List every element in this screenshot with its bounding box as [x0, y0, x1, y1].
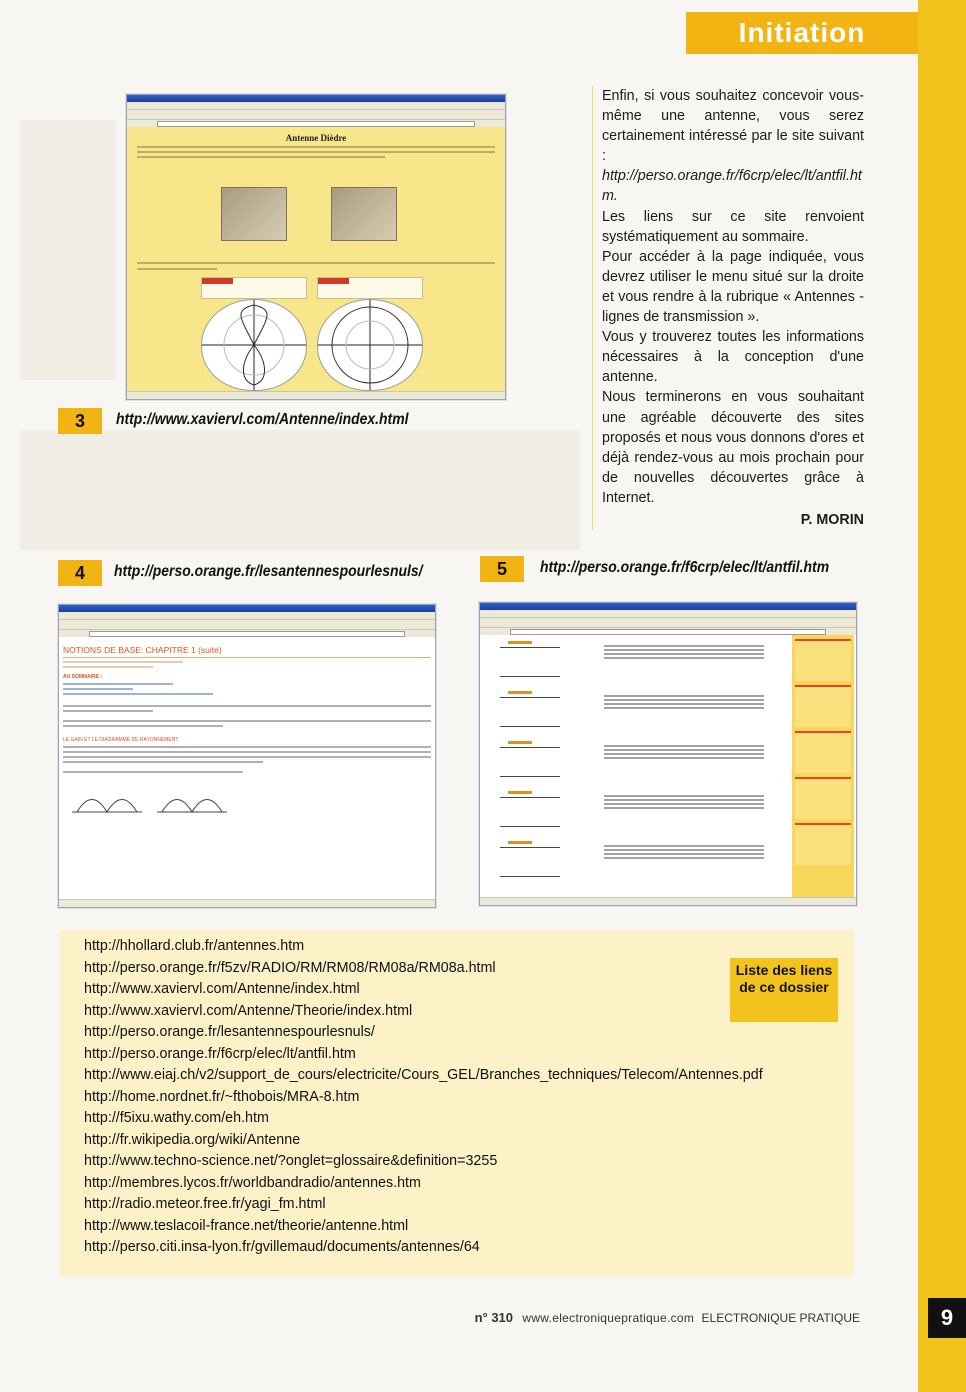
link-item: http://f5ixu.wathy.com/eh.htm [84, 1110, 269, 1126]
browser-page [59, 637, 435, 899]
link-item: http://radio.meteor.free.fr/yagi_fm.html [84, 1196, 326, 1212]
browser-status-bar [480, 897, 856, 905]
link-item: http://www.eiaj.ch/v2/support_de_cours/electricite/Cours_GEL/Branches_techniques/Telecom/Antennes.pdf [84, 1067, 763, 1083]
bleed-through [20, 120, 116, 380]
magazine-name: ELECTRONIQUE PRATIQUE [701, 1311, 860, 1325]
browser-status-bar [59, 899, 435, 907]
figure-url: http://perso.orange.fr/lesantennespourlesnuls/ [114, 563, 423, 580]
browser-menubar [480, 610, 856, 618]
screenshot-side-menu [792, 635, 854, 897]
footer-website: www.electroniquepratique.com [522, 1311, 695, 1325]
browser-menubar [127, 102, 505, 110]
section-banner: Initiation [686, 12, 918, 54]
article-paragraph: Les liens sur ce site renvoient systématiquement au sommaire. [602, 208, 864, 245]
article-column [592, 86, 864, 530]
page-footer [420, 1310, 860, 1325]
link-item: http://fr.wikipedia.org/wiki/Antenne [84, 1131, 301, 1148]
link-item: http://www.xaviervl.com/Antenne/index.html [84, 981, 360, 997]
screenshot-figure-4 [58, 604, 436, 908]
article-paragraph: Nous terminerons en vous souhaitant une agréable découverte des sites proposés et nous vous donnons d'ores et déjà rendez-vous au mois prochain pour de nouvelles découvertes grâce à Internet. [602, 389, 864, 506]
screenshot-content [480, 635, 790, 897]
browser-page [127, 127, 505, 391]
browser-page [480, 635, 856, 897]
polar-chart-header [317, 277, 423, 299]
figure-number: 5 [480, 556, 524, 582]
link-item: http://perso.orange.fr/f5zv/RADIO/RM/RM08/RM08a/RM08a.html [84, 959, 496, 976]
article-link: http://perso.orange.fr/f6crp/elec/lt/antfil.htm. [602, 168, 862, 205]
polar-chart-header [201, 277, 307, 299]
screenshot-summary-label: AU SOMMAIRE : [63, 674, 103, 680]
antenna-photo [221, 187, 287, 241]
links-box-label: Liste des liens de ce dossier [730, 958, 838, 1022]
browser-status-bar [127, 391, 505, 399]
links-list [84, 936, 763, 1259]
figure-number: 3 [58, 408, 102, 434]
figure-5-caption [480, 556, 860, 582]
radiation-pattern-lines [318, 300, 422, 390]
antenna-schematic-row [486, 691, 776, 731]
link-item: http://hhollard.club.fr/antennes.htm [84, 938, 305, 954]
browser-titlebar [480, 603, 856, 610]
browser-toolbar [59, 620, 435, 630]
link-item: http://www.xaviervl.com/Antenne/Theorie/index.html [84, 1002, 413, 1019]
antenna-schematic-row [486, 841, 776, 881]
figure-url: http://perso.orange.fr/f6crp/elec/lt/antfil.htm [540, 559, 830, 576]
screenshot-figure-3 [126, 94, 506, 400]
link-item: http://www.techno-science.net/?onglet=glossaire&definition=3255 [84, 1153, 498, 1169]
browser-titlebar [127, 95, 505, 102]
browser-menubar [59, 612, 435, 620]
figure-number: 4 [58, 560, 102, 586]
link-item: http://www.teslacoil-france.net/theorie/antenne.html [84, 1217, 409, 1234]
screenshot-section-label: LE GAIN ET LE DIAGRAMME DE RAYONNEMENT [63, 737, 179, 743]
issue-number: n° 310 [474, 1310, 514, 1325]
browser-toolbar [480, 618, 856, 628]
screenshot-page-title: NOTIONS DE BASE: CHAPITRE 1 (suite) [63, 645, 431, 658]
screenshot-page-title: Antenne Dièdre [285, 133, 347, 143]
antenna-schematic-row [486, 791, 776, 831]
antenna-schematic-row [486, 741, 776, 781]
figure-3-caption [58, 408, 498, 434]
article-paragraph: Vous y trouverez toutes les informations nécessaires à la conception d'une antenne. [602, 329, 864, 386]
link-item: http://perso.orange.fr/lesantennespourlesnuls/ [84, 1024, 375, 1040]
antenna-diagrams [67, 782, 267, 822]
article-paragraph: Enfin, si vous souhaitez concevoir vous-même une antenne, vous serez certainement intéressé par le site suivant : [602, 88, 864, 165]
side-color-bar [918, 0, 966, 1392]
antenna-schematic-row [486, 641, 776, 681]
figure-url: http://www.xaviervl.com/Antenne/index.html [116, 411, 409, 428]
author-signature: P. MORIN [800, 511, 864, 528]
screenshot-figure-5 [479, 602, 857, 906]
bleed-through [20, 430, 580, 550]
page-number: 9 [928, 1298, 966, 1338]
browser-titlebar [59, 605, 435, 612]
browser-toolbar [127, 110, 505, 120]
figure-4-caption [58, 560, 478, 586]
article-paragraph: Pour accéder à la page indiquée, vous devrez utiliser le menu situé sur la droite et vous rendre à la rubrique « Antennes - lignes de transmission ». [602, 248, 864, 326]
link-item: http://home.nordnet.fr/~fthobois/MRA-8.htm [84, 1088, 360, 1105]
radiation-pattern-plot [201, 299, 307, 391]
link-item: http://perso.orange.fr/f6crp/elec/lt/antfil.htm [84, 1045, 356, 1062]
radiation-pattern-lines [202, 300, 306, 390]
link-item: http://membres.lycos.fr/worldbandradio/antennes.htm [84, 1174, 421, 1191]
link-item: http://perso.citi.insa-lyon.fr/gvillemaud/documents/antennes/64 [84, 1239, 480, 1255]
antenna-photo [331, 187, 397, 241]
radiation-pattern-plot [317, 299, 423, 391]
